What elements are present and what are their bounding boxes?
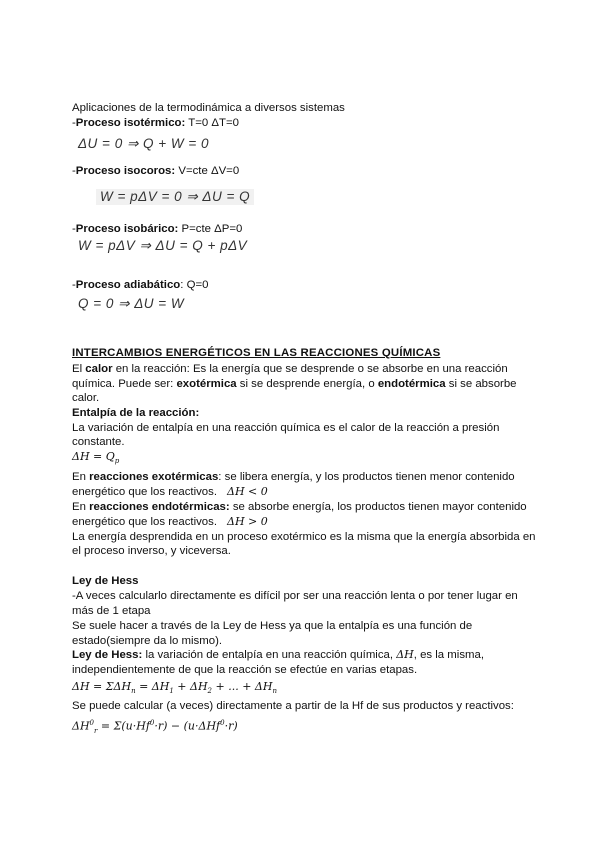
hess-equation: $\Delta H = \Sigma\Delta H_n = \Delta H_1 + \Delta H_2$ + ... + $\Delta H_n$ [72,680,277,696]
endotermica-line-2: energético que los reactivos. ΔH > 0 [72,515,268,528]
entalpia-heading: Entalpía de la reacción: [72,407,200,419]
process-isotermico: -Proceso isotérmico: T=0 ΔT=0 [72,117,239,129]
hf-line: Se puede calcular (a veces) directamente a partir de la Hf de sus productos y reactivos: [72,700,514,712]
hf-equation: $\Delta H^0_r = \Sigma(u\cdot Hf^0\cdot r) - (u\cdot\Delta Hf^0\cdot r)$ [72,719,238,735]
hess-law-line-2: independientemente de que la reacción se efectúe en varias etapas. [72,664,418,676]
calor-line-1: El calor en la reacción: Es la energía que se desprende o se absorbe en una reacción [72,363,508,375]
process-adiabatico: -Proceso adiabático: Q=0 [72,279,209,291]
hess-law-line-1: Ley de Hess: la variación de entalpía en una reacción química, ΔH, es la misma, [72,648,485,661]
equation-isocoros: W = pΔV = 0 ⇒ ΔU = Q [96,189,254,205]
entalpia-line-1: La variación de entalpía en una reacción química es el calor de la reacción a presión [72,422,500,434]
calor-line-2: química. Puede ser: exotérmica si se desprende energía, o endotérmica si se absorbe [72,378,517,390]
equation-isobarico: W = pΔV ⇒ ΔU = Q + pΔV [78,238,248,253]
inverso-line-2: el proceso inverso, y viceversa. [72,545,231,557]
hess-line-4: estado(siempre da lo mismo). [72,635,223,647]
equation-adiabatico: Q = 0 ⇒ ΔU = W [78,296,185,311]
hess-line-1: -A veces calcularlo directamente es difícil por ser una reacción lenta o por tener lugar en [72,590,518,602]
hess-line-3: Se suele hacer a través de la Ley de Hess ya que la entalpía es una función de [72,620,473,632]
exotermica-line-2: energético que los reactivos. ΔH < 0 [72,485,268,498]
inverso-line-1: La energía desprendida en un proceso exotérmico es la misma que la energía absorbida en [72,531,536,543]
entalpia-equation: $\Delta H = Q_p$ [72,450,120,466]
section-title: INTERCAMBIOS ENERGÉTICOS EN LAS REACCIONES QUÍMICAS [72,347,441,359]
exotermica-line-1: En reacciones exotérmicas: se libera energía, y los productos tienen menor contenido [72,471,515,483]
entalpia-line-2: constante. [72,436,125,448]
equation-isotermico: ΔU = 0 ⇒ Q + W = 0 [78,136,210,151]
endotermica-line-1: En reacciones endotérmicas: se absorbe energía, los productos tienen mayor contenido [72,501,527,513]
hess-line-2: más de 1 etapa [72,605,151,617]
intro-line: Aplicaciones de la termodinámica a diversos sistemas [72,102,345,114]
process-isocoros: -Proceso isocoros: V=cte ΔV=0 [72,165,240,177]
process-isobarico: -Proceso isobárico: P=cte ΔP=0 [72,223,243,235]
hess-heading: Ley de Hess [72,575,139,587]
calor-line-3: calor. [72,392,100,404]
